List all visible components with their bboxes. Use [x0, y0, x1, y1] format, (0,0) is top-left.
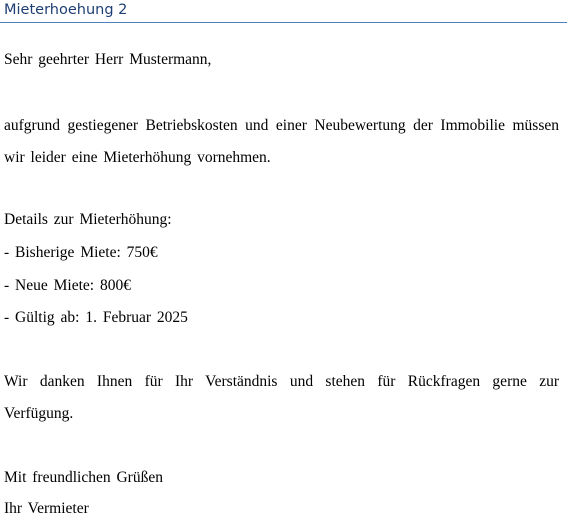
- signature: Ihr Vermieter: [4, 500, 89, 517]
- detail-item-new-rent: - Neue Miete: 800€: [4, 277, 131, 294]
- thanks-line-1: Wir danken Ihnen für Ihr Verständnis und stehen für Rückfragen gerne zur: [4, 373, 559, 390]
- closing: Mit freundlichen Grüßen: [4, 469, 163, 486]
- intro-line-2: wir leider eine Mieterhöhung vornehmen.: [4, 149, 271, 166]
- intro-line-1: aufgrund gestiegener Betriebskosten und einer Neubewertung der Immobilie müssen: [4, 117, 559, 134]
- salutation: Sehr geehrter Herr Mustermann,: [4, 51, 212, 68]
- detail-item-previous-rent: - Bisherige Miete: 750€: [4, 244, 158, 261]
- details-heading: Details zur Mieterhöhung:: [4, 211, 172, 228]
- document-header: [0, 0, 567, 23]
- thanks-line-2: Verfügung.: [4, 405, 74, 422]
- detail-item-valid-from: - Gültig ab: 1. Februar 2025: [4, 309, 188, 326]
- document-title: Mieterhoehung 2: [4, 2, 128, 18]
